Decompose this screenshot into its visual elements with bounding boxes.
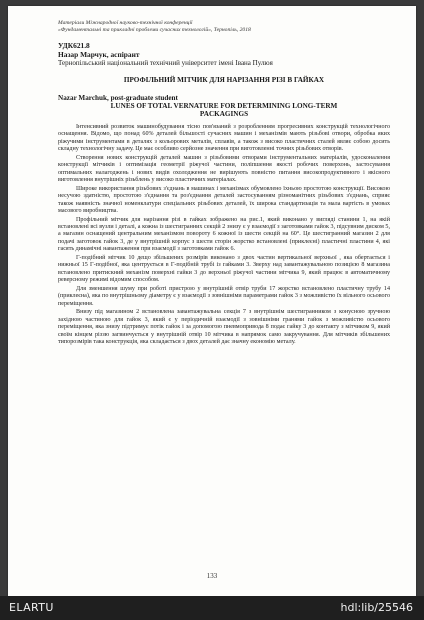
- page-number: 133: [206, 572, 218, 580]
- conference-header: [58, 20, 390, 34]
- udk-code: УДК621.8: [58, 41, 90, 50]
- title-ua: ПРОФІЛЬНИЙ МІТЧИК ДЛЯ НАРІЗАННЯ РІЗІ В ГАЙКАХ: [123, 76, 325, 84]
- viewer-footer-bar: [0, 596, 424, 620]
- paragraph: Г-подібний мітчик 10 дещо збільшених розмірів виконано з двох частин вертикальної верхньої , яка обертається і нижньої 15 Г-подібної, яка центрується в Г-подібній трубі із гайками 3. Зверху над завантажувальною позицією 8 магазина встановлено притискний механізм поверхні гайки 3 до верхньої ріжучої частини мітчика 9, який працює в автоматичному реверсному режимі відомим способом.: [58, 254, 390, 284]
- paragraph: Для зменшення шуму при роботі пристрою у внутрішній отвір труби 17 жорстко встановлено пластичну трубу 14 (приклеєна), яка по внутрішньому діаметру є у взаємодії з зовнішніми параметрами гайок 3 з можливістю їх вільного осьового переміщення.: [58, 285, 390, 307]
- author-ua: Назар Марчук, аспірант: [58, 50, 140, 59]
- body-text: [58, 124, 390, 346]
- header-line-2: «Фундаментальні та прикладні проблеми сучасних технологій», Тернопіль, 2018: [58, 27, 251, 33]
- header-line-1: Матеріали Міжнародної науково-технічної конференції: [58, 20, 193, 26]
- handle-identifier[interactable]: hdl:lib/25546: [340, 601, 413, 614]
- page-content: [58, 20, 390, 348]
- paragraph: Профільний мітчик для нарізання різі в гайках зображено на рис.1, який виконано у вигляді станини 1, на якій встановлені всі вузли і деталі, а кожна із шестигранних секцій 2 знизу є у взаємодії з заготовками гайок 3, підсувним диском 5, а магазин оснащений центральним механізмом повороту 6 кожної із шести секцій на 60°. Це шестигранний магазин 2 для подачі заготовок гайок 3, де у внутрішній корпус з шести сторін жорстко встановлені (приклеєні) пластичні пластини 4, які гасять динамічні навантаження при взаємодії з заготовками гайок 6.: [58, 216, 390, 253]
- title-en-line-2: PACKAGINGS: [199, 110, 249, 118]
- affiliation: Тернопільський національний технічний університет імені Івана Пулюя: [58, 59, 273, 67]
- repository-label[interactable]: ELARTU: [9, 601, 54, 614]
- paragraph: Створення нових конструкцій деталей машин з різьбовими отворами інструментальних матеріалів, удосконалення конструкції мітчиків і оптимізація геометрії ріжучої частини, поліпшення якості робочих поверхонь, застосування оптимальних налагоджень і нових видів охолодження не вирішують повністю питання високопродуктивного і якісного виготовлення внутрішніх різьблень у високо пластичних матеріалах.: [58, 154, 390, 184]
- document-page: [8, 6, 416, 596]
- paragraph: Внизу під магазином 2 встановлена завантажувальна секція 7 з внутрішнім шестигранником з конусною зручною західною частиною для гайок 3, який є у періодичній взаємодії з зовнішніми гранями гайок з можливістю осьового переміщення, яка знизу підтримує потік гайок і за допомогою пневмопривода 8 подає гайку 3 до контакту з мітчиком 9, який своїм кінцем різзю загвинчується у внутрішній отвір 10 мітчика в напрямок само закручування. Для мітчиків збільшених типорозмірів така конструкція, яка складається з двох деталей дає значну економію металу.: [58, 309, 390, 345]
- paragraph: Інтенсивний розвиток машинобудування тісно пов'язаний з розробленням прогресивних конструкцій технологічного оснащення. Відомо, що понад 60% деталей більшості сучасних машин і механізмів мають різьбові отвори, обробка яких ріжучими інструментами в деталях з кольорових металів, сплавів, а також з високо пластичних сталей являє собою досить складну технологічну задачу. Це має особливо серйозне значення при виготовленні точних різьбових отворів.: [58, 124, 390, 153]
- title-en-line-1: LUNES OF TOTAL VERNATURE FOR DETERMINING LONG-TERM: [110, 102, 338, 110]
- paragraph: Широке використання різьбових з'єднань в машинах і механізмах обумовлено їхньою простотою конструкції. Високою несучою здатністю, простотою з'єднання та роз'єднання деталей застосуванням різноманітних різьбових з'єднань, сприяє також наявність значної номенклатури спеціальних різьбових деталей, їх широка стандартизація та мала вартість в умовах масового виробництва.: [58, 185, 390, 215]
- title-en: [58, 102, 390, 118]
- author-en: Nazar Marchuk, post-graduate student: [58, 94, 178, 102]
